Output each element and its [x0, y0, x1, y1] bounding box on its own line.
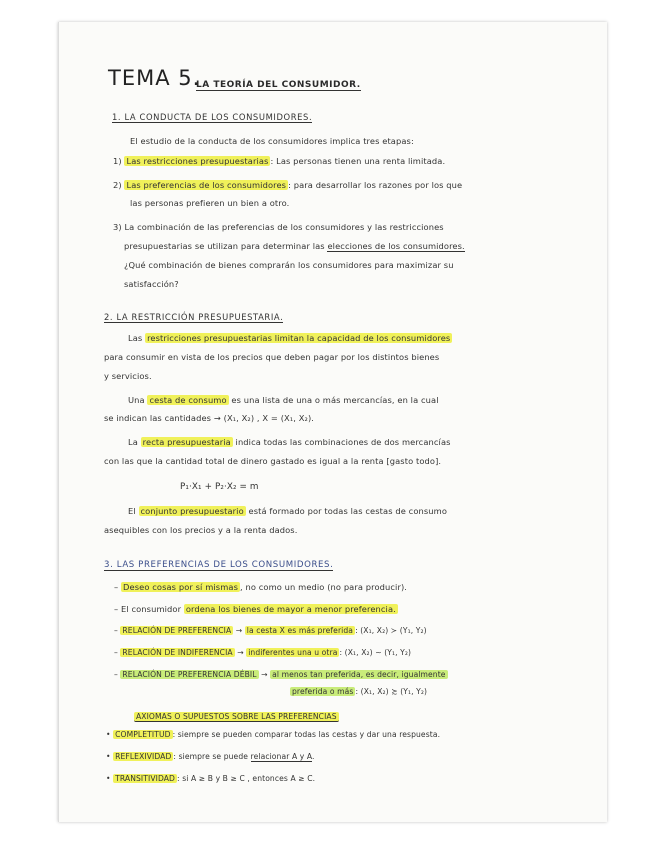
section3-bullet5: – RELACIÓN DE PREFERENCIA DÉBIL → al menos tan preferida, es decir, igualmente	[114, 670, 446, 679]
section2-p2-line1: Una cesta de consumo es una lista de una o más mercancías, en la cual	[128, 395, 439, 405]
section3-bullet5-cont: preferida o más : (X₁, X₂) ≿ (Y₁, Y₂)	[292, 687, 428, 696]
section1-item3-line1: 3) La combinación de las preferencias de los consumidores y las restricciones	[113, 222, 444, 232]
section3-bullet3: – RELACIÓN DE PREFERENCIA → la cesta X es más preferida : (X₁, X₂) ≻ (Y₁, Y₂)	[114, 626, 427, 635]
section1-item2: 2) Las preferencias de los consumidores : para desarrollar los razones por los que	[113, 180, 463, 190]
section2-p1-line1: Las restricciones presupuestarias limitan la capacidad de los consumidores	[128, 333, 451, 343]
axiom-transitivity: • TRANSITIVIDAD : si A ≥ B y B ≥ C , entonces A ≥ C.	[106, 774, 316, 783]
section2-p4-line2: asequibles con los precios y a la renta dados.	[104, 525, 298, 535]
section1-item3-line4: satisfacción?	[124, 279, 179, 289]
section1-item3-line2: presupuestarias se utilizan para determinar las elecciones de los consumidores.	[124, 241, 465, 251]
budget-formula: P₁·X₁ + P₂·X₂ = m	[180, 482, 259, 492]
section3-heading: 3. LAS PREFERENCIAS DE LOS CONSUMIDORES.	[104, 560, 334, 570]
page-subtitle: LA TEORÍA DEL CONSUMIDOR.	[196, 80, 361, 90]
section1-item1: 1) Las restricciones presupuestarias : Las personas tienen una renta limitada.	[113, 156, 446, 166]
section1-item3-line3: ¿Qué combinación de bienes comprarán los consumidores para maximizar su	[124, 260, 454, 270]
section2-p2-line2: se indican las cantidades → (X₁, X₂) , X = (X₁, X₂).	[104, 413, 315, 423]
section2-p3-line2: con las que la cantidad total de dinero gastado es igual a la renta [gasto todo].	[104, 456, 442, 466]
page-title: TEMA 5.	[108, 66, 201, 90]
section1-intro: El estudio de la conducta de los consumidores implica tres etapas:	[130, 136, 414, 146]
section2-p4-line1: El conjunto presupuestario está formado por todas las cestas de consumo	[128, 506, 448, 516]
axioms-heading: AXIOMAS O SUPUESTOS SOBRE LAS PREFERENCIAS	[136, 712, 337, 721]
section2-p1-line3: y servicios.	[104, 371, 152, 381]
section1-heading: 1. LA CONDUCTA DE LOS CONSUMIDORES.	[112, 112, 313, 122]
axiom-reflexivity: • REFLEXIVIDAD : siempre se puede relacionar A y A.	[106, 752, 315, 761]
section3-bullet2: – El consumidor ordena los bienes de mayor a menor preferencia.	[114, 604, 396, 614]
section3-bullet4: – RELACIÓN DE INDIFERENCIA → indiferentes una u otra : (X₁, X₂) ~ (Y₁, Y₂)	[114, 648, 412, 657]
section2-heading: 2. LA RESTRICCIÓN PRESUPUESTARIA.	[104, 312, 284, 322]
section1-item2-cont: las personas prefieren un bien a otro.	[130, 198, 290, 208]
section2-p1-line2: para consumir en vista de los precios que deben pagar por los distintos bienes	[104, 352, 440, 362]
axiom-completeness: • COMPLETITUD : siempre se pueden comparar todas las cestas y dar una respuesta.	[106, 730, 441, 739]
section2-p3-line1: La recta presupuestaria indica todas las combinaciones de dos mercancías	[128, 437, 451, 447]
section3-bullet1: – Deseo cosas por sí mismas , no como un medio (no para producir).	[114, 582, 408, 592]
